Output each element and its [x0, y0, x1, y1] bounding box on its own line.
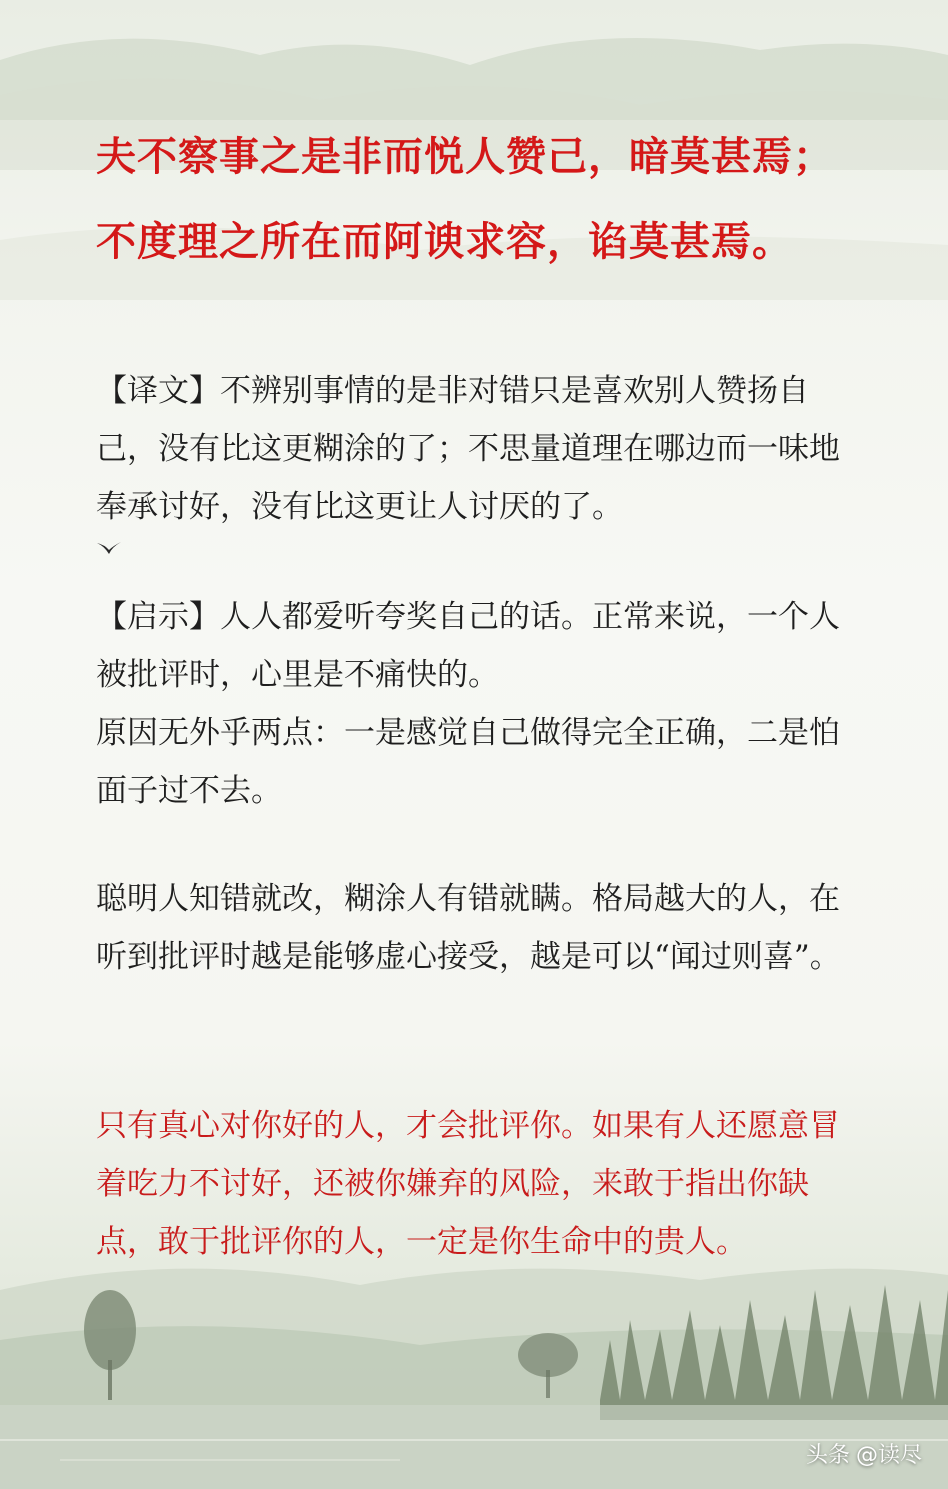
- insight-paragraph-1: 【启示】人人都爱听夸奖自己的话。正常来说，一个人被批评时，心里是不痛快的。: [96, 599, 840, 693]
- insight-paragraph-2: 原因无外乎两点：一是感觉自己做得完全正确，二是怕面子过不去。: [96, 715, 840, 809]
- title-line-1: 夫不察事之是非而悦人赞己，暗莫甚焉；: [96, 133, 834, 180]
- watermark-handle: @读尽: [855, 1443, 922, 1468]
- translation-paragraph: 【译文】不辨别事情的是非对错只是喜欢别人赞扬自己，没有比这更糊涂的了；不思量道理在哪边而一味地奉承讨好，没有比这更让人讨厌的了。: [96, 373, 840, 525]
- watermark-brand: 头条: [805, 1443, 850, 1468]
- bird-icon: [96, 540, 122, 558]
- watermark: [806, 1438, 922, 1469]
- wise-paragraph: 聪明人知错就改，糊涂人有错就瞒。格局越大的人，在听到批评时越是能够虚心接受，越是可以“闻过则喜”。: [96, 881, 841, 975]
- title-line-2: 不度理之所在而阿谀求容，谄莫甚焉。: [96, 218, 793, 265]
- closing-paragraph: 只有真心对你好的人，才会批评你。如果有人还愿意冒着吃力不讨好，还被你嫌弃的风险，来敢于指出你缺点，敢于批评你的人，一定是你生命中的贵人。: [96, 1108, 840, 1260]
